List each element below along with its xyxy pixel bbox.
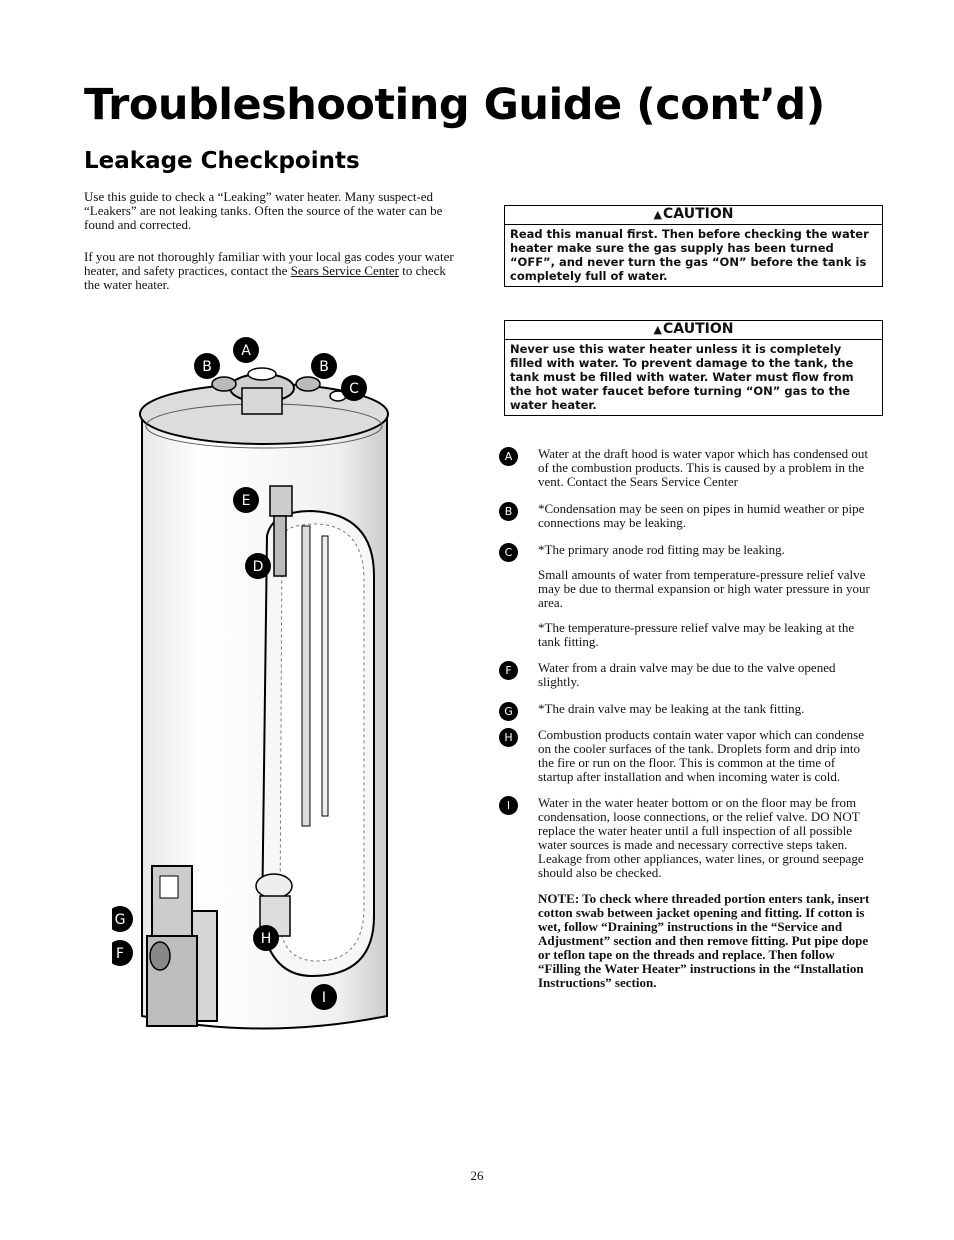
intro-p2-end: to check the water heater. xyxy=(84,263,446,292)
caution-header-text: CAUTION xyxy=(663,321,734,337)
checkpoint-g-text: *The drain valve may be leaking at the tank fitting. xyxy=(538,701,805,716)
svg-text:B: B xyxy=(202,359,212,375)
relief-valve-note: Small amounts of water from temperature-pressure relief valve may be due to thermal expansion or high water pressure in your area. xyxy=(538,567,870,610)
checkpoint-h xyxy=(496,728,872,784)
page-number: 26 xyxy=(470,1168,484,1183)
svg-text:E: E xyxy=(241,493,251,509)
caution-box-1 xyxy=(504,205,883,287)
water-heater-diagram xyxy=(112,336,412,1036)
svg-text:F: F xyxy=(115,946,125,962)
section-heading: Leakage Checkpoints xyxy=(84,148,360,174)
badge-b: B xyxy=(499,502,518,521)
checkpoint-c xyxy=(496,543,872,557)
checkpoint-g xyxy=(496,702,872,716)
svg-text:A: A xyxy=(241,343,251,359)
relief-valve-leak-note: *The temperature-pressure relief valve may be leaking at the tank fitting. xyxy=(538,620,855,649)
checkpoint-b xyxy=(496,502,872,530)
badge-i: I xyxy=(499,796,518,815)
checkpoint-c-text: *The primary anode rod fitting may be leaking. xyxy=(538,542,785,557)
caution-text-2: Never use this water heater unless it is completely filled with water. To prevent damage to the tank, the tank must be filled with water. Water must flow from the hot water faucet before turning “ON” gas to the water heater. xyxy=(510,342,854,412)
callout-d xyxy=(245,553,271,579)
svg-text:B: B xyxy=(319,359,329,375)
badge-h: H xyxy=(499,728,518,747)
callout-e xyxy=(233,487,259,513)
callout-f xyxy=(112,940,133,966)
callout-a xyxy=(233,337,259,363)
svg-text:D: D xyxy=(252,559,264,575)
svg-text:I: I xyxy=(321,990,327,1006)
caution-header-1 xyxy=(505,206,882,225)
svg-text:H: H xyxy=(260,931,272,947)
sears-service-center-link: Sears Service Center xyxy=(290,263,399,278)
badge-f: F xyxy=(499,661,518,680)
badge-g: G xyxy=(499,702,518,721)
intro-paragraph-2 xyxy=(84,250,454,292)
checkpoint-h-text: Combustion products contain water vapor which can condense on the cooler surfaces of the tank. Droplets form and drip into the fire or run on the floor. This is common at the time of startup after installation and when incoming water is cold. xyxy=(538,727,864,784)
callout-g xyxy=(112,906,133,932)
page-title: Troubleshooting Guide (cont’d) xyxy=(84,80,825,130)
callout-b-left xyxy=(194,353,220,379)
warning-triangle-icon: ▲ xyxy=(653,323,663,336)
checkpoint-a xyxy=(496,447,872,489)
callout-i xyxy=(311,984,337,1010)
badge-a: A xyxy=(499,447,518,466)
svg-text:G: G xyxy=(114,912,126,928)
callout-b-right xyxy=(311,353,337,379)
caution-box-2 xyxy=(504,320,883,416)
checkpoint-i xyxy=(496,796,872,880)
checkpoint-f xyxy=(496,661,872,689)
leak-checkpoint-list xyxy=(496,447,872,990)
intro-paragraph-1: Use this guide to check a “Leaking” water heater. Many suspect-ed “Leakers” are not leaking tanks. Often the source of the water can be found and corrected. xyxy=(84,189,443,232)
callout-h xyxy=(253,925,279,951)
caution-header-2 xyxy=(505,321,882,340)
note-paragraph: NOTE: To check where threaded portion enters tank, insert cotton swab between jacket opening and fitting. If cotton is wet, follow “Draining” instructions in the “Service and Adjustment” section and then remove fitting. Put pipe dope or teflon tape on the threads and replace. Then follow “Filling the Water Heater” instructions in the “Installation Instructions” section. xyxy=(538,891,870,990)
checkpoint-i-text: Water in the water heater bottom or on the floor may be from condensation, loose connections, or the relief valve. DO NOT replace the water heater until a full inspection of all possible water sources is made and necessary corrective steps taken. Leakage from other appliances, water lines, or ground seepage should also be checked. xyxy=(538,795,864,880)
checkpoint-b-text: *Condensation may be seen on pipes in humid weather or pipe connections may be leaking. xyxy=(538,501,865,530)
callout-c xyxy=(341,375,367,401)
intro-p2-start: If you are not thoroughly familiar with your local gas codes your water heater, and safety practices, contact the xyxy=(84,249,454,278)
svg-text:C: C xyxy=(349,381,359,397)
checkpoint-a-text: Water at the draft hood is water vapor which has condensed out of the combustion products. This is caused by a problem in the vent. Contact the Sears Service Center xyxy=(538,446,868,489)
badge-c: C xyxy=(499,543,518,562)
warning-triangle-icon: ▲ xyxy=(653,208,663,221)
caution-text-1: Read this manual first. Then before checking the water heater make sure the gas supply has been turned “OFF”, and never turn the gas “ON” before the tank is completely full of water. xyxy=(510,227,869,283)
caution-header-text: CAUTION xyxy=(663,206,734,222)
checkpoint-f-text: Water from a drain valve may be due to the valve opened slightly. xyxy=(538,660,836,689)
